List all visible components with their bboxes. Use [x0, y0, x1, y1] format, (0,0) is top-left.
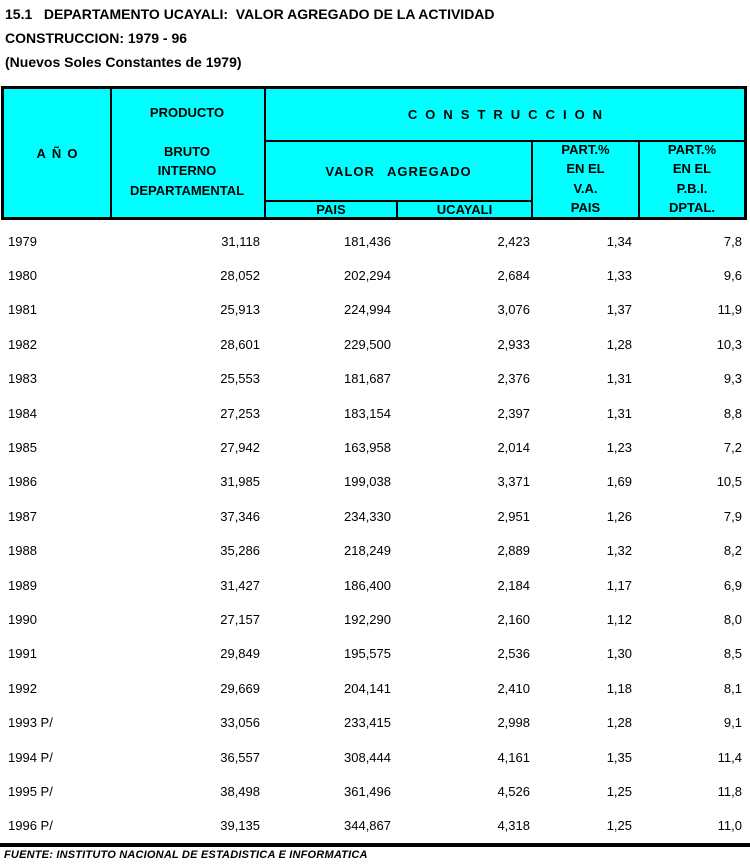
cell-pais-value: 229,500: [344, 336, 391, 352]
cell-pais-value: 199,038: [344, 474, 391, 490]
table-row: [1, 224, 748, 258]
cell-year: 1989: [8, 577, 37, 593]
cell-pbi-value: 39,135: [220, 818, 260, 834]
column-header-part-va-line: V.A.: [573, 180, 598, 196]
table-row: [1, 637, 748, 671]
cell-pbi-value: 33,056: [220, 715, 260, 731]
cell-year: 1995 P/: [8, 783, 53, 799]
cell-year: 1992: [8, 680, 37, 696]
cell-part-va-value: 1,25: [606, 818, 632, 834]
cell-ucayali-value: 2,998: [497, 715, 530, 731]
cell-part-va-value: 1,18: [606, 680, 632, 696]
column-header-part-va: [533, 140, 638, 217]
cell-part-va-value: 1,33: [606, 268, 632, 284]
cell-ucayali-value: 2,933: [497, 336, 530, 352]
cell-part-pbi-value: 7,8: [723, 233, 742, 249]
cell-year: 1990: [8, 611, 37, 627]
cell-pbi-value: 38,498: [220, 783, 260, 799]
page-subtitle: CONSTRUCCION: 1979 - 96: [5, 30, 188, 46]
cell-ucayali-value: 2,951: [497, 508, 530, 524]
cell-pais-value: 218,249: [344, 543, 391, 559]
cell-part-va-value: 1,26: [606, 508, 632, 524]
cell-part-pbi-value: 11,9: [717, 302, 742, 318]
cell-pais-value: 344,867: [344, 818, 391, 834]
cell-pbi-value: 35,286: [220, 543, 260, 559]
cell-ucayali-value: 2,684: [497, 268, 530, 284]
cell-pais-value: 234,330: [344, 508, 391, 524]
table-row: [1, 671, 748, 705]
column-header-ucayali: UCAYALI: [436, 202, 493, 217]
cell-year: 1993 P/: [8, 715, 53, 731]
column-header-pbi-line: PRODUCTO: [149, 105, 225, 120]
column-header-year: AÑO: [36, 145, 84, 161]
column-header-part-pbi: [640, 140, 744, 217]
cell-part-pbi-value: 8,8: [723, 405, 742, 421]
cell-part-pbi-value: 9,1: [723, 715, 742, 731]
column-header-pbi-line: BRUTO: [164, 144, 210, 159]
table-row: [1, 293, 748, 327]
cell-ucayali-value: 3,371: [497, 474, 530, 490]
cell-pais-value: 224,994: [344, 302, 391, 318]
cell-ucayali-value: 2,160: [497, 611, 530, 627]
cell-year: 1991: [8, 646, 37, 662]
cell-pbi-value: 37,346: [220, 508, 260, 524]
cell-part-va-value: 1,30: [606, 646, 632, 662]
table-row: [1, 499, 748, 533]
column-header-part-pbi-line: P.B.I.: [676, 180, 708, 196]
cell-part-va-value: 1,12: [606, 611, 632, 627]
cell-pbi-value: 28,601: [220, 336, 260, 352]
cell-year: 1980: [8, 268, 37, 284]
cell-part-pbi-value: 9,3: [723, 371, 742, 387]
table-header: [1, 86, 747, 220]
cell-pais-value: 163,958: [344, 440, 391, 456]
table-row: [1, 465, 748, 499]
table-row: [1, 705, 748, 739]
cell-ucayali-value: 3,076: [497, 302, 530, 318]
cell-ucayali-value: 2,014: [497, 440, 530, 456]
column-header-pais: PAIS: [316, 202, 346, 217]
cell-pbi-value: 25,553: [220, 371, 260, 387]
cell-ucayali-value: 2,410: [497, 680, 530, 696]
cell-part-va-value: 1,34: [606, 233, 632, 249]
cell-ucayali-value: 4,161: [497, 749, 530, 765]
page-title: 15.1 DEPARTAMENTO UCAYALI: VALOR AGREGADO DE LA ACTIVIDAD: [5, 6, 495, 22]
cell-year: 1994 P/: [8, 749, 53, 765]
cell-part-pbi-value: 7,9: [723, 508, 742, 524]
cell-part-va-value: 1,31: [606, 371, 632, 387]
group-header-construccion: CONSTRUCCION: [407, 107, 611, 122]
cell-pais-value: 186,400: [344, 577, 391, 593]
cell-part-pbi-value: 10,3: [716, 336, 742, 352]
table-body: [1, 220, 748, 845]
group-header-valor-agregado: VALOR AGREGADO: [325, 163, 472, 179]
cell-part-va-value: 1,23: [606, 440, 632, 456]
cell-pbi-value: 31,427: [220, 577, 260, 593]
column-header-pbi-line: DEPARTAMENTAL: [129, 183, 245, 198]
cell-year: 1986: [8, 474, 37, 490]
page-units-note: (Nuevos Soles Constantes de 1979): [5, 54, 242, 70]
cell-pais-value: 183,154: [344, 405, 391, 421]
cell-pbi-value: 36,557: [220, 749, 260, 765]
cell-part-pbi-value: 8,5: [723, 646, 742, 662]
table-row: [1, 774, 748, 808]
cell-pbi-value: 31,985: [220, 474, 260, 490]
table-row: [1, 602, 748, 636]
cell-part-va-value: 1,25: [606, 783, 632, 799]
cell-ucayali-value: 2,184: [497, 577, 530, 593]
column-header-part-pbi-line: DPTAL.: [669, 199, 715, 215]
cell-pais-value: 361,496: [344, 783, 391, 799]
cell-part-pbi-value: 10,5: [716, 474, 742, 490]
cell-part-pbi-value: 11,4: [717, 749, 742, 765]
cell-part-pbi-value: 7,2: [723, 440, 742, 456]
cell-pais-value: 195,575: [344, 646, 391, 662]
cell-year: 1982: [8, 336, 37, 352]
table-row: [1, 327, 748, 361]
column-header-part-pbi-line: PART.%: [667, 142, 717, 158]
cell-part-va-value: 1,28: [606, 715, 632, 731]
cell-pais-value: 308,444: [344, 749, 391, 765]
table-row: [1, 809, 748, 843]
column-header-part-va-line: EN EL: [566, 161, 605, 177]
source-note: FUENTE: INSTITUTO NACIONAL DE ESTADISTICA E INFORMATICA: [4, 849, 368, 861]
cell-pbi-value: 28,052: [220, 268, 260, 284]
column-header-part-pbi-line: EN EL: [672, 161, 712, 177]
cell-pbi-value: 27,942: [220, 440, 260, 456]
cell-part-va-value: 1,17: [606, 577, 632, 593]
cell-pbi-value: 27,253: [220, 405, 260, 421]
cell-part-pbi-value: 9,6: [723, 268, 742, 284]
table-row: [1, 396, 748, 430]
cell-ucayali-value: 2,889: [497, 543, 530, 559]
cell-pais-value: 181,436: [344, 233, 391, 249]
cell-ucayali-value: 2,423: [497, 233, 530, 249]
cell-part-pbi-value: 8,2: [723, 543, 742, 559]
cell-part-va-value: 1,28: [606, 336, 632, 352]
cell-pais-value: 181,687: [344, 371, 391, 387]
cell-year: 1981: [8, 302, 37, 318]
cell-part-pbi-value: 11,0: [717, 818, 742, 834]
table-row: [1, 362, 748, 396]
cell-year: 1983: [8, 371, 37, 387]
cell-year: 1996 P/: [8, 818, 53, 834]
cell-ucayali-value: 2,376: [497, 371, 530, 387]
cell-part-pbi-value: 8,1: [723, 680, 742, 696]
cell-ucayali-value: 4,526: [497, 783, 530, 799]
cell-pbi-value: 27,157: [220, 611, 260, 627]
column-header-pbi: [112, 89, 262, 217]
cell-pais-value: 204,141: [344, 680, 391, 696]
cell-pais-value: 192,290: [344, 611, 391, 627]
cell-part-va-value: 1,32: [606, 543, 632, 559]
cell-pbi-value: 31,118: [221, 233, 260, 249]
cell-part-va-value: 1,37: [606, 302, 632, 318]
title-block: [5, 2, 495, 74]
table-row: [1, 740, 748, 774]
cell-part-va-value: 1,35: [606, 749, 632, 765]
cell-pbi-value: 29,669: [220, 680, 260, 696]
cell-ucayali-value: 2,536: [497, 646, 530, 662]
table-row: [1, 258, 748, 292]
column-header-part-va-line: PART.%: [561, 142, 610, 158]
cell-pbi-value: 29,849: [220, 646, 260, 662]
cell-pais-value: 233,415: [344, 715, 391, 731]
cell-year: 1985: [8, 440, 37, 456]
cell-part-va-value: 1,69: [606, 474, 632, 490]
table-row: [1, 534, 748, 568]
column-header-pbi-line: INTERNO: [157, 163, 217, 178]
cell-ucayali-value: 4,318: [497, 818, 530, 834]
cell-year: 1987: [8, 508, 37, 524]
cell-pbi-value: 25,913: [220, 302, 260, 318]
cell-part-pbi-value: 8,0: [723, 611, 742, 627]
cell-year: 1979: [8, 233, 37, 249]
cell-part-va-value: 1,31: [606, 405, 632, 421]
cell-part-pbi-value: 6,9: [723, 577, 742, 593]
cell-pais-value: 202,294: [344, 268, 391, 284]
cell-year: 1988: [8, 543, 37, 559]
bottom-rule: [0, 843, 750, 847]
cell-part-pbi-value: 11,8: [717, 783, 742, 799]
column-header-part-va-line: PAIS: [570, 199, 601, 215]
table-row: [1, 430, 748, 464]
cell-ucayali-value: 2,397: [497, 405, 530, 421]
table-row: [1, 568, 748, 602]
cell-year: 1984: [8, 405, 37, 421]
